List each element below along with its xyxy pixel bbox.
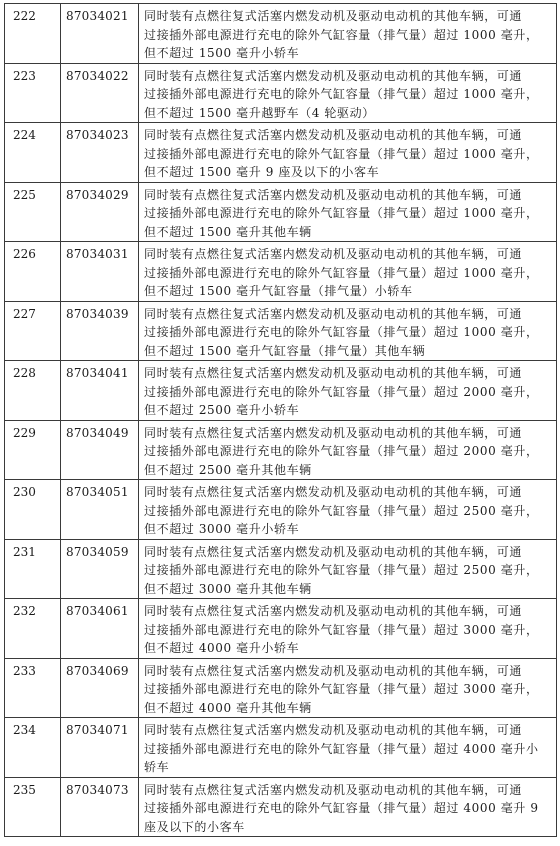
tariff-code: 87034029 (61, 182, 139, 242)
goods-description (139, 539, 557, 599)
description-line: 同时装有点燃往复式活塞内燃发动机及驱动电动机的其他车辆，可通 (144, 604, 523, 618)
description-line: 过接插外部电源进行充电的除外气缸容量（排气量）超过 2000 毫升， (144, 444, 539, 458)
description-line: 座及以下的小客车 (144, 819, 245, 834)
description-line: 但不超过 3000 毫升其他车辆 (144, 581, 312, 596)
tariff-code: 87034051 (61, 480, 139, 540)
tariff-code: 87034073 (61, 777, 139, 837)
goods-description (139, 301, 557, 361)
table-row (5, 658, 557, 718)
goods-description (139, 123, 557, 183)
description-line: 过接插外部电源进行充电的除外气缸容量（排气量）超过 2500 毫升， (144, 503, 539, 518)
tariff-code: 87034041 (61, 361, 139, 421)
row-number: 235 (5, 777, 61, 837)
tariff-code: 87034071 (61, 718, 139, 778)
description-line: 但不超过 4000 毫升其他车辆 (144, 700, 312, 715)
description-line: 过接插外部电源进行充电的除外气缸容量（排气量）超过 2000 毫升， (144, 384, 539, 399)
description-line: 但不超过 1500 毫升 9 座及以下的小客车 (144, 165, 380, 179)
table-row (5, 539, 557, 599)
description-line: 同时装有点燃往复式活塞内燃发动机及驱动电动机的其他车辆，可通 (144, 723, 523, 737)
goods-description (139, 658, 557, 718)
goods-description (139, 599, 557, 659)
table-row (5, 420, 557, 480)
tariff-code: 87034023 (61, 123, 139, 183)
description-line: 但不超过 3000 毫升小轿车 (144, 522, 300, 536)
description-line: 轿车 (144, 760, 170, 774)
description-line: 同时装有点燃往复式活塞内燃发动机及驱动电动机的其他车辆，可通 (144, 544, 523, 559)
table-row (5, 361, 557, 421)
row-number: 224 (5, 123, 61, 183)
description-line: 但不超过 4000 毫升小轿车 (144, 641, 300, 655)
tariff-code: 87034069 (61, 658, 139, 718)
description-line: 过接插外部电源进行充电的除外气缸容量（排气量）超过 1000 毫升， (144, 325, 539, 339)
tariff-code: 87034061 (61, 599, 139, 659)
row-number: 229 (5, 420, 61, 480)
description-line: 同时装有点燃往复式活塞内燃发动机及驱动电动机的其他车辆，可通 (144, 366, 523, 380)
description-line: 但不超过 1500 毫升小轿车 (144, 46, 300, 60)
description-line: 但不超过 1500 毫升越野车（4 轮驱动） (144, 105, 375, 120)
table-row (5, 123, 557, 183)
description-line: 但不超过 1500 毫升气缸容量（排气量）小轿车 (144, 284, 413, 298)
description-line: 但不超过 1500 毫升气缸容量（排气量）其他车辆 (144, 343, 426, 358)
goods-description (139, 420, 557, 480)
tariff-code: 87034039 (61, 301, 139, 361)
goods-description (139, 182, 557, 242)
goods-description (139, 63, 557, 123)
description-line: 同时装有点燃往复式活塞内燃发动机及驱动电动机的其他车辆，可通 (144, 9, 523, 23)
row-number: 225 (5, 182, 61, 242)
row-number: 230 (5, 480, 61, 540)
description-line: 但不超过 2500 毫升小轿车 (144, 403, 300, 417)
row-number: 228 (5, 361, 61, 421)
description-line: 同时装有点燃往复式活塞内燃发动机及驱动电动机的其他车辆，可通 (144, 187, 523, 202)
table-row (5, 242, 557, 302)
table-row (5, 718, 557, 778)
description-line: 过接插外部电源进行充电的除外气缸容量（排气量）超过 1000 毫升， (144, 265, 539, 280)
description-line: 同时装有点燃往复式活塞内燃发动机及驱动电动机的其他车辆，可通 (144, 425, 523, 440)
description-line: 过接插外部电源进行充电的除外气缸容量（排气量）超过 2500 毫升， (144, 563, 539, 577)
table-row (5, 4, 557, 64)
description-line: 同时装有点燃往复式活塞内燃发动机及驱动电动机的其他车辆，可通 (144, 663, 523, 678)
goods-description (139, 777, 557, 837)
description-line: 过接插外部电源进行充电的除外气缸容量（排气量）超过 1000 毫升， (144, 27, 539, 42)
description-line: 过接插外部电源进行充电的除外气缸容量（排气量）超过 1000 毫升， (144, 146, 539, 161)
description-line: 同时装有点燃往复式活塞内燃发动机及驱动电动机的其他车辆，可通 (144, 128, 523, 142)
description-line: 同时装有点燃往复式活塞内燃发动机及驱动电动机的其他车辆，可通 (144, 306, 523, 321)
description-line: 但不超过 2500 毫升其他车辆 (144, 462, 312, 477)
description-line: 同时装有点燃往复式活塞内燃发动机及驱动电动机的其他车辆，可通 (144, 485, 523, 499)
goods-description (139, 4, 557, 64)
tariff-table (4, 3, 557, 837)
row-number: 227 (5, 301, 61, 361)
description-line: 过接插外部电源进行充电的除外气缸容量（排气量）超过 4000 毫升 9 (144, 801, 539, 815)
row-number: 226 (5, 242, 61, 302)
tariff-code: 87034022 (61, 63, 139, 123)
row-number: 231 (5, 539, 61, 599)
description-line: 同时装有点燃往复式活塞内燃发动机及驱动电动机的其他车辆，可通 (144, 68, 523, 83)
tariff-code: 87034049 (61, 420, 139, 480)
row-number: 232 (5, 599, 61, 659)
goods-description (139, 718, 557, 778)
description-line: 但不超过 1500 毫升其他车辆 (144, 224, 312, 239)
table-row (5, 301, 557, 361)
tariff-code: 87034031 (61, 242, 139, 302)
tariff-table-body (5, 4, 557, 837)
description-line: 同时装有点燃往复式活塞内燃发动机及驱动电动机的其他车辆，可通 (144, 782, 523, 797)
row-number: 233 (5, 658, 61, 718)
table-row (5, 480, 557, 540)
goods-description (139, 242, 557, 302)
table-row (5, 63, 557, 123)
tariff-code: 87034021 (61, 4, 139, 64)
row-number: 223 (5, 63, 61, 123)
tariff-code: 87034059 (61, 539, 139, 599)
description-line: 过接插外部电源进行充电的除外气缸容量（排气量）超过 3000 毫升， (144, 682, 539, 696)
row-number: 222 (5, 4, 61, 64)
table-row (5, 599, 557, 659)
description-line: 过接插外部电源进行充电的除外气缸容量（排气量）超过 3000 毫升， (144, 622, 539, 637)
table-row (5, 182, 557, 242)
description-line: 过接插外部电源进行充电的除外气缸容量（排气量）超过 1000 毫升， (144, 206, 539, 220)
goods-description (139, 361, 557, 421)
description-line: 同时装有点燃往复式活塞内燃发动机及驱动电动机的其他车辆，可通 (144, 247, 523, 261)
table-row (5, 777, 557, 837)
description-line: 过接插外部电源进行充电的除外气缸容量（排气量）超过 4000 毫升小 (144, 741, 539, 756)
goods-description (139, 480, 557, 540)
description-line: 过接插外部电源进行充电的除外气缸容量（排气量）超过 1000 毫升， (144, 87, 539, 101)
row-number: 234 (5, 718, 61, 778)
